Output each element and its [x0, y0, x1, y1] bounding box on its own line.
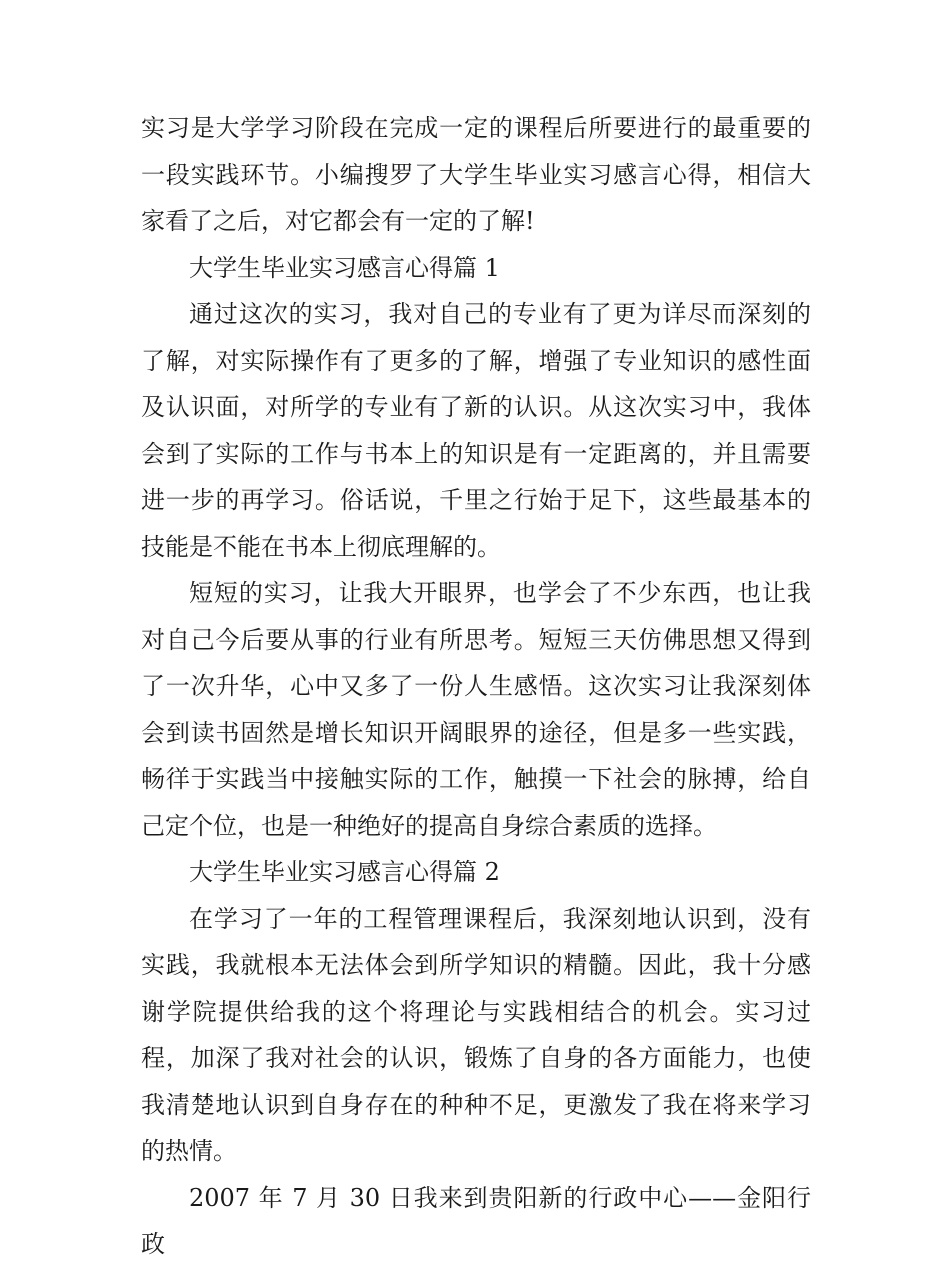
section-heading-1: 大学生毕业实习感言心得篇 1 — [189, 253, 500, 282]
paragraph-2-1: 在学习了一年的工程管理课程后，我深刻地认识到，没有实践，我就根本无法体会到所学知识的精髓。因此，我十分感谢学院提供给我的这个将理论与实践相结合的机会。实习过程，加深了我对社会的认识，锻炼了自身的各方面能力，也使我清楚地认识到自身存在的种种不足，更激发了我在将来学习的热情。 — [141, 904, 811, 1165]
paragraph-1-2: 短短的实习，让我大开眼界，也学会了不少东西，也让我对自己今后要从事的行业有所思考。短短三天仿佛思想又得到了一次升华，心中又多了一份人生感悟。这次实习让我深刻体会到读书固然是增长知识开阔眼界的途径，但是多一些实践，畅徉于实践当中接触实际的工作，触摸一下社会的脉搏，给自己定个位，也是一种绝好的提高自身综合素质的选择。 — [141, 579, 811, 840]
paragraph-1-1: 通过这次的实习，我对自己的专业有了更为详尽而深刻的了解，对实际操作有了更多的了解，增强了专业知识的感性面及认识面，对所学的专业有了新的认识。从这次实习中，我体会到了实际的工作与书本上的知识是有一定距离的，并且需要进一步的再学习。俗话说，千里之行始于足下，这些最基本的技能是不能在书本上彻底理解的。 — [141, 300, 811, 561]
document-body — [141, 105, 811, 1268]
section-heading-2: 大学生毕业实习感言心得篇 2 — [189, 858, 500, 886]
paragraph-2-2: 2007 年 7 月 30 日我来到贵阳新的行政中心——金阳行政 — [141, 1183, 811, 1258]
intro-paragraph: 实习是大学学习阶段在完成一定的课程后所要进行的最重要的一段实践环节。小编搜罗了大学生毕业实习感言心得，相信大家看了之后，对它都会有一定的了解! — [141, 114, 811, 235]
